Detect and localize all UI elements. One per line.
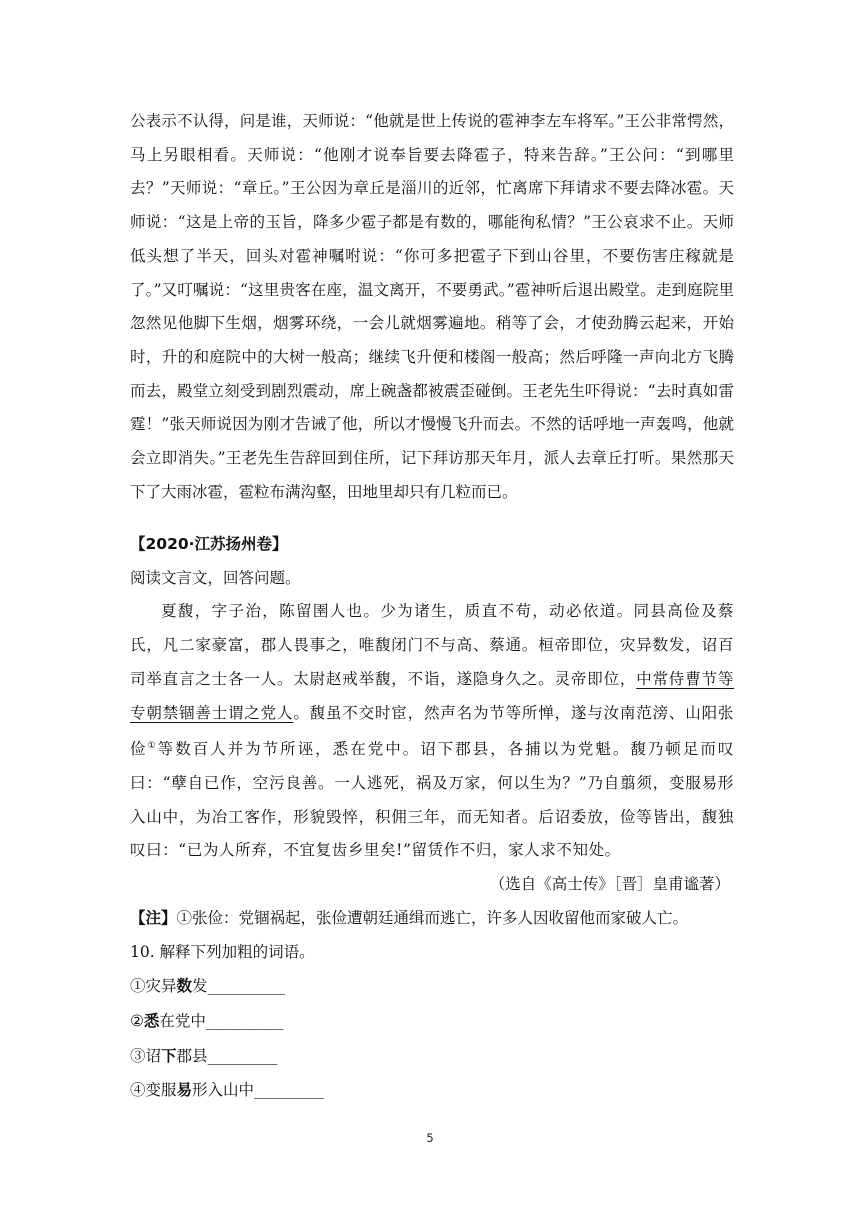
question-item-2 (130, 1004, 734, 1039)
question-number: 10. (130, 942, 155, 961)
item-text-after: 在党中 (159, 1012, 206, 1030)
classical-text (130, 595, 734, 868)
item-text-after: 发 (192, 977, 208, 996)
question-item-1 (130, 969, 734, 1004)
question-prompt-text: 解释下列加粗的词语。 (159, 942, 315, 961)
item-number: ② (130, 1012, 144, 1030)
item-text-after: 郡县 (176, 1046, 208, 1065)
item-bold-word: 悉 (143, 1011, 160, 1030)
item-number: ③ (130, 1046, 146, 1065)
answer-blank[interactable]: __________ (207, 977, 286, 996)
translation-paragraph: 公表示不认得，问是谁，天师说：“他就是世上传说的雹神李左车将军。”王公非常愕然，马上另眼相看。天师说：“他刚才说奉旨要去降雹子，特来告辞。”王公问：“到哪里去？”天师说：“章丘。”王公因为章丘是淄川的近邻，忙离席下拜请求不要去降冰雹。天师说：“这是上帝的玉旨，降多少雹子都是有数的，哪能徇私情？”王公哀求不止。天师低头想了半天，回头对雹神嘱咐说：“你可多把雹子下到山谷里，不要伤害庄稼就是了。”又叮嘱说：“这里贵客在座，温文离开，不要勇武。”雹神听后退出殿堂。走到庭院里忽然见他脚下生烟，烟雾环绕，一会儿就烟雾遍地。稍等了会，才使劲腾云起来，开始时，升的和庭院中的大树一般高；继续飞升便和楼阁一般高；然后呼隆一声向北方飞腾而去，殿堂立刻受到剧烈震动，席上碗盏都被震歪碰倒。王老先生吓得说：“去时真如雷霆！”张天师说因为刚才告诫了他，所以才慢慢飞升而去。不然的话呼地一声轰鸣，他就会立即消失。”王老先生告辞回到住所，记下拜访那天年月，派人去章丘打听。果然那天下了大雨冰雹，雹粒布满沟壑，田地里却只有几粒而已。 (130, 112, 734, 501)
underlined-sentence: 中常侍曹节等专朝禁锢善士谓之党人 (130, 669, 734, 722)
answer-blank[interactable]: _________ (254, 1081, 324, 1100)
item-bold-word: 数 (176, 976, 193, 996)
exam-section (130, 528, 734, 1108)
note-text: ①张俭：党锢祸起，张俭遭朝廷通缉而逃亡，许多人因收留他而家破人亡。 (176, 908, 689, 927)
note-label: 【注】 (130, 908, 177, 927)
answer-blank[interactable]: __________ (205, 1012, 284, 1030)
classical-text-part3: 等数百人并为节所诬，悉在党中。诏下郡县，各捕以为党魁。馥乃顿足而叹曰：“孽自已作，空污良善。一人逃死，祸及万家，何以生为？”乃自翦须，变服易形入山中，为冶工客作，形貌毁悴，积佣三年，而无知者。后诏委放，俭等皆出，馥独叹曰：“已为人所弃，不宜复齿乡里矣!”留赁作不归，家人求不知处。 (130, 740, 734, 860)
classical-text-part2: 。馥虽不交时宦，然声名为节等所惮，遂与汝南范滂、山阳张俭 (130, 703, 734, 759)
item-number: ④ (130, 1081, 146, 1100)
classical-text-part1: 夏馥，字子治，陈留圉人也。少为诸生，质直不苟，动必依道。同县高俭及蔡氏，凡二家豪富，郡人畏事之，唯馥闭门不与高、蔡通。桓帝即位，灾异数发，诏百司举直言之士各一人。太尉赵戒举馥，不诣，遂隐身久之。灵帝即位， (130, 602, 734, 688)
page-number: 5 (426, 1131, 434, 1145)
item-text-before: 变服 (145, 1081, 177, 1100)
footnote-mark: ① (147, 741, 158, 752)
question-item-4 (130, 1073, 734, 1108)
translation-block (130, 105, 734, 509)
instruction-text: 阅读文言文，回答问题。 (130, 568, 301, 587)
item-bold-word: 易 (176, 1080, 193, 1100)
item-bold-word: 下 (161, 1045, 177, 1065)
question-item-3 (130, 1039, 734, 1074)
item-number: ① (130, 977, 146, 996)
note-line (130, 902, 734, 936)
question-prompt (130, 936, 734, 970)
answer-blank[interactable]: _________ (207, 1046, 278, 1065)
item-text-before: 诏 (145, 1046, 162, 1065)
item-text-before: 灾异 (145, 977, 177, 996)
section-heading: 【2020·江苏扬州卷】 (130, 535, 288, 553)
item-text-after: 形入山中 (192, 1081, 255, 1100)
source-citation: （选自《高士传》［晋］皇甫谧著） (489, 875, 730, 894)
